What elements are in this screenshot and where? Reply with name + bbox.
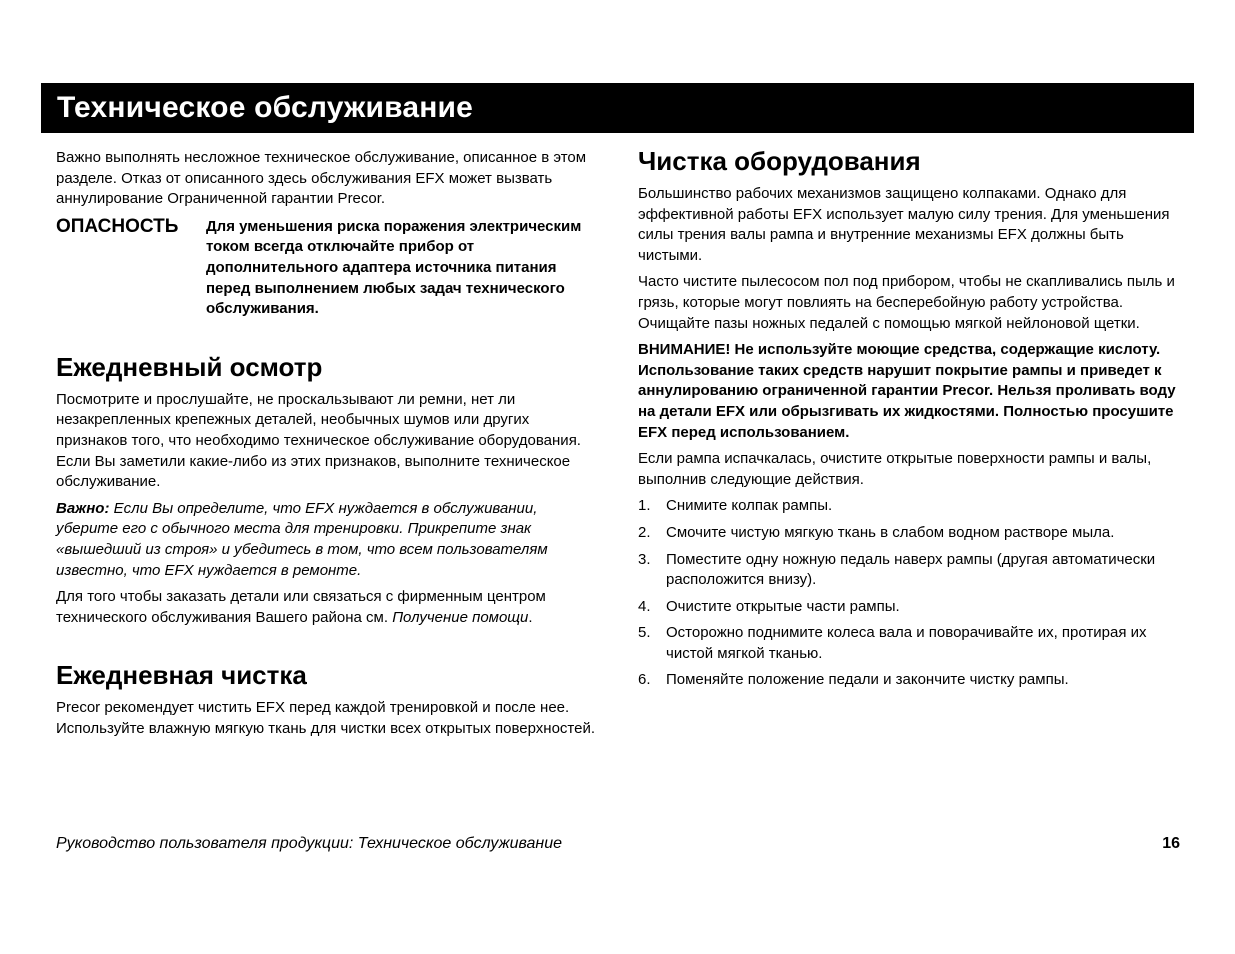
page-number: 16 [1162, 835, 1180, 852]
list-item [638, 597, 1183, 618]
list-item [638, 496, 1183, 517]
warning-paragraph: ВНИМАНИЕ! Не используйте моющие средства, содержащие кислоту. Использование таких средств нарушит покрытие рампы и приведет к аннулированию ограниченной гарантии Precor. Нельзя проливать воду на детали EFX или обрызгивать их жидкостями. Полностью просушите EFX перед использованием. [638, 341, 1176, 441]
parts-text: Для того чтобы заказать детали или связаться с фирменным центром технического обслуживания Вашего района см. [56, 588, 546, 626]
step-text: Осторожно поднимите колеса вала и поворачивайте их, протирая их чистой мягкой тканью. [666, 624, 1147, 662]
parts-paragraph [56, 587, 596, 628]
list-item [638, 623, 1183, 664]
step-text: Очистите открытые части рампы. [666, 597, 900, 615]
daily-cleaning-heading: Ежедневная чистка [56, 660, 307, 691]
cleaning-steps-list [638, 496, 1183, 691]
step-number: 3. [638, 550, 651, 568]
important-label: Важно: [56, 499, 110, 517]
step-text: Смочите чистую мягкую ткань в слабом водном растворе мыла. [666, 523, 1115, 541]
danger-text: Для уменьшения риска поражения электрическим током всегда отключайте прибор от дополнительного адаптера источника питания перед выполнением любых задач технического обслуживания. [206, 217, 582, 318]
cleaning-heading: Чистка оборудования [638, 146, 921, 176]
step-text: Снимите колпак рампы. [666, 497, 833, 515]
cleaning-paragraph-1: Большинство рабочих механизмов защищено колпаками. Однако для эффективной работы EFX использует малую силу трения. Для уменьшения силы трения валы рампа и внутренние механизмы EFX должны быть чистыми. [638, 185, 1170, 264]
step-number: 2. [638, 523, 651, 541]
list-item [638, 550, 1183, 591]
step-number: 5. [638, 624, 651, 642]
help-link[interactable]: Получение помощи [392, 608, 529, 626]
parts-end: . [528, 608, 533, 626]
cleaning-paragraph-3: Если рампа испачкалась, очистите открытые поверхности рампы и валы, выполнив следующие действия. [638, 450, 1152, 488]
step-number: 6. [638, 671, 651, 689]
page-title: Техническое обслуживание [57, 91, 474, 124]
title-bar [41, 83, 1194, 133]
step-text: Поменяйте положение педали и закончите чистку рампы. [666, 671, 1069, 689]
daily-inspection-heading: Ежедневный осмотр [56, 351, 323, 382]
left-column [56, 148, 596, 739]
list-item [638, 670, 1183, 691]
daily-inspection-paragraph: Посмотрите и прослушайте, не проскальзывают ли ремни, нет ли незакрепленных крепежных деталей, необычных шумов или других признаков того, что необходимо техническое обслуживание оборудования. Если Вы заметили какие-либо из этих признаков, выполните техническое обслуживание. [56, 390, 581, 491]
right-column [638, 144, 1183, 697]
step-number: 4. [638, 597, 651, 615]
danger-label: ОПАСНОСТЬ [56, 215, 179, 237]
intro-paragraph: Важно выполнять несложное техническое обслуживание, описанное в этом разделе. Отказ от описанного здесь обслуживания EFX может вызвать аннулирование Ограниченной гарантии Precor. [56, 149, 587, 208]
list-item [638, 523, 1183, 544]
footer-title: Руководство пользователя продукции: Техническое обслуживание [56, 835, 563, 852]
cleaning-paragraph-2: Часто чистите пылесосом пол под прибором, чтобы не скапливались пыль и грязь, которые могут повлиять на бесперебойную работу устройства. Очищайте пазы ножных педалей с помощью мягкой нейлоновой щетки. [638, 273, 1175, 332]
step-number: 1. [638, 497, 651, 515]
daily-cleaning-paragraph: Precor рекомендует чистить EFX перед каждой тренировкой и после нее. Используйте влажную мягкую ткань для чистки всех открытых поверхностей. [56, 699, 595, 737]
important-text: Если Вы определите, что EFX нуждается в обслуживании, уберите его с обычного места для тренировки. Прикрепите знак «вышедший из строя» и убедитесь в том, что всем пользователям известно, что EFX нуждается в ремонте. [56, 499, 548, 579]
step-text: Поместите одну ножную педаль наверх рампы (другая автоматически расположится внизу). [666, 550, 1156, 589]
important-paragraph [56, 499, 596, 581]
danger-notice [56, 217, 596, 320]
